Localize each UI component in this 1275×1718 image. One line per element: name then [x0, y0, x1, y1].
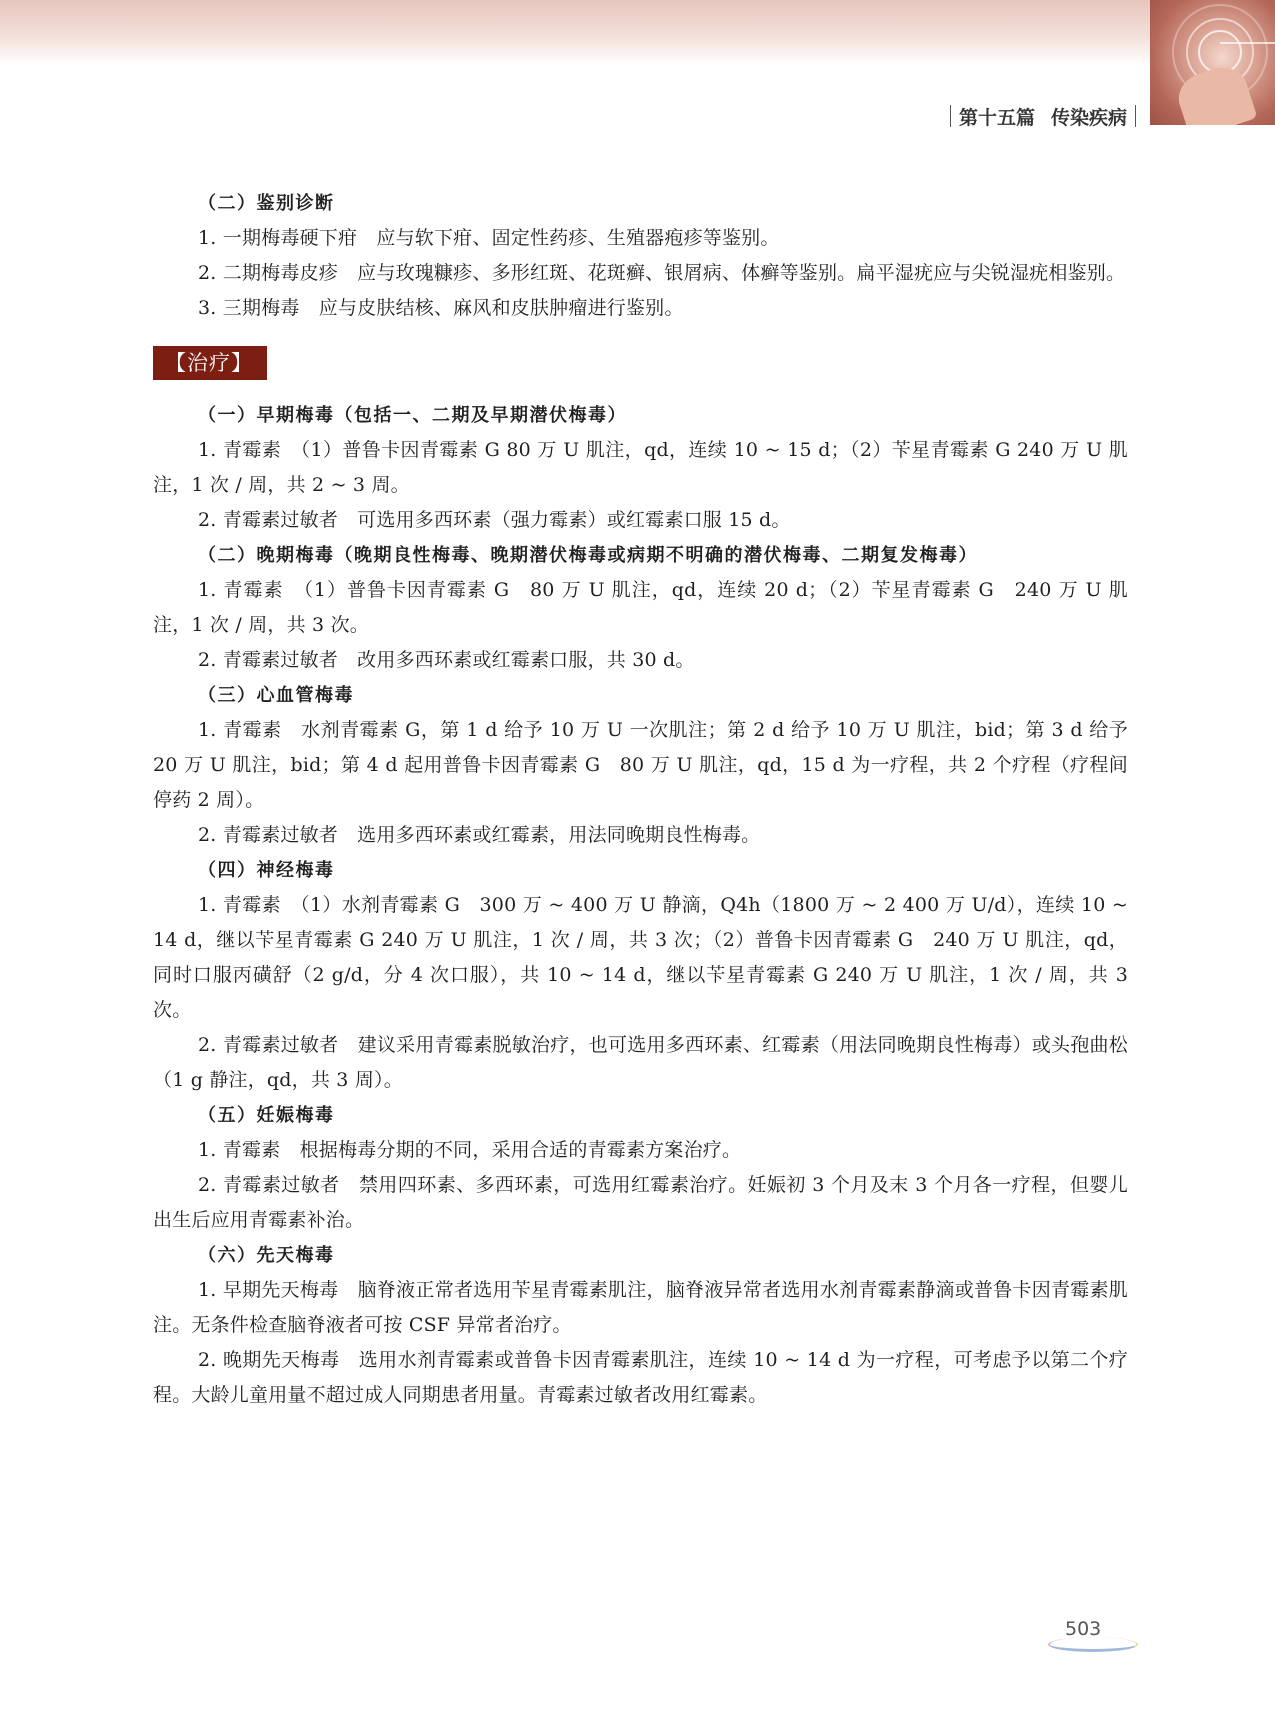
paragraph: 1. 青霉素 （1）水剂青霉素 G 300 万 ~ 400 万 U 静滴，Q4h（1800 万 ~ 2 400 万 U/d），连续 10 ~ 14 d，继以苄星青霉素 G 240 万 U 肌注，1 次 / 周，共 3 次；（2）普鲁卡因青霉素 G 240 万 U 肌注，qd，同时口服丙磺舒（2 g/d，分 4 次口服），共 10 ~ 14 d，继以苄星青霉素 G 240 万 U 肌注，1 次 / 周，共 3 次。 — [153, 894, 1128, 1021]
paragraph: 2. 青霉素过敏者 选用多西环素或红霉素，用法同晚期良性梅毒。 — [198, 824, 761, 846]
header-divider — [1135, 105, 1136, 127]
paragraph: 1. 青霉素 （1）普鲁卡因青霉素 G 80 万 U 肌注，qd，连续 20 d；（2）苄星青霉素 G 240 万 U 肌注，1 次 / 周，共 3 次。 — [153, 579, 1128, 636]
section-heading: （二）鉴别诊断 — [198, 193, 335, 214]
header-part: 第十五篇 — [958, 106, 1035, 129]
paragraph: 1. 早期先天梅毒 脑脊液正常者选用苄星青霉素肌注，脑脊液异常者选用水剂青霉素静滴或普鲁卡因青霉素肌注。无条件检查脑脊液者可按 CSF 异常者治疗。 — [153, 1279, 1128, 1336]
page-number: 503 — [1065, 1618, 1102, 1640]
paragraph: 3. 三期梅毒 应与皮肤结核、麻风和皮肤肿瘤进行鉴别。 — [198, 297, 684, 319]
section-heading: （二）晚期梅毒（晚期良性梅毒、晚期潜伏梅毒或病期不明确的潜伏梅毒、二期复发梅毒） — [198, 545, 978, 566]
section-heading: （六）先天梅毒 — [198, 1245, 335, 1266]
paragraph: 2. 二期梅毒皮疹 应与玫瑰糠疹、多形红斑、花斑癣、银屑病、体癣等鉴别。扁平湿疣应与尖锐湿疣相鉴别。 — [198, 262, 1126, 284]
section-heading: （三）心血管梅毒 — [198, 685, 354, 706]
paragraph: 2. 晚期先天梅毒 选用水剂青霉素或普鲁卡因青霉素肌注，连续 10 ~ 14 d 为一疗程，可考虑予以第二个疗程。大龄儿童用量不超过成人同期患者用量。青霉素过敏者改用红霉素。 — [153, 1349, 1128, 1406]
paragraph: 2. 青霉素过敏者 禁用四环素、多西环素，可选用红霉素治疗。妊娠初 3 个月及末 3 个月各一疗程，但婴儿出生后应用青霉素补治。 — [153, 1174, 1128, 1231]
page-body — [153, 186, 1128, 1413]
header-divider — [950, 105, 951, 127]
page-number-swoosh-icon — [1048, 1637, 1138, 1652]
paragraph: 2. 青霉素过敏者 改用多西环素或红霉素口服，共 30 d。 — [198, 649, 695, 671]
paragraph: 1. 青霉素 根据梅毒分期的不同，采用合适的青霉素方案治疗。 — [198, 1139, 742, 1161]
section-heading: （一）早期梅毒（包括一、二期及早期潜伏梅毒） — [198, 405, 627, 426]
paragraph: 1. 一期梅毒硬下疳 应与软下疳、固定性药疹、生殖器疱疹等鉴别。 — [198, 227, 780, 249]
paragraph: 2. 青霉素过敏者 建议采用青霉素脱敏治疗，也可选用多西环素、红霉素（用法同晚期良性梅毒）或头孢曲松（1 g 静注，qd，共 3 周）。 — [153, 1034, 1128, 1091]
header-band — [0, 0, 1275, 66]
header-title: 传染疾病 — [1050, 106, 1127, 129]
running-header — [942, 102, 1144, 130]
paragraph: 1. 青霉素 （1）普鲁卡因青霉素 G 80 万 U 肌注，qd，连续 10 ~ 15 d；（2）苄星青霉素 G 240 万 U 肌注，1 次 / 周，共 2 ~ 3 周。 — [153, 439, 1128, 496]
paragraph: 1. 青霉素 水剂青霉素 G，第 1 d 给予 10 万 U 一次肌注；第 2 d 给予 10 万 U 肌注，bid；第 3 d 给予 20 万 U 肌注，bid；第 4 d 起用普鲁卡因青霉素 G 80 万 U 肌注，qd，15 d 为一疗程，共 2 个疗程（疗程间停药 2 周）。 — [153, 719, 1128, 811]
section-heading: （四）神经梅毒 — [198, 860, 335, 881]
section-heading: （五）妊娠梅毒 — [198, 1105, 335, 1126]
stethoscope-heart-icon — [1150, 0, 1275, 125]
treatment-banner: 【治疗】 — [153, 346, 267, 380]
paragraph: 2. 青霉素过敏者 可选用多西环素（强力霉素）或红霉素口服 15 d。 — [198, 509, 791, 531]
